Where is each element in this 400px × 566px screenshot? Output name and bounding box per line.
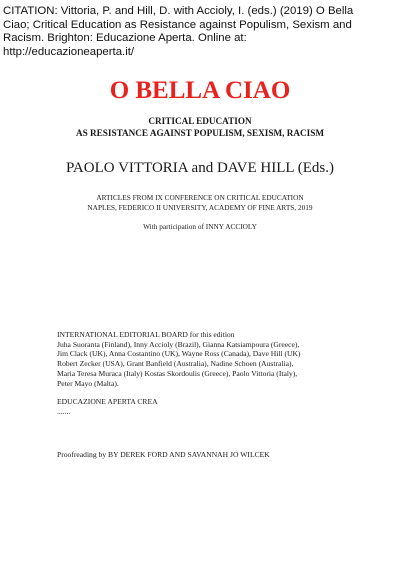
book-title: O BELLA CIAO: [109, 77, 291, 104]
editors: PAOLO VITTORIA and DAVE HILL (Eds.): [65, 160, 335, 176]
editorial-board-line: Robert Zecker (USA), Grant Banfield (Australia), Nadine Schoen (Australia),: [57, 359, 294, 369]
proofreading-credit: Proofreading by BY DEREK FORD AND SAVANNAH JO WILCEK: [57, 450, 270, 459]
editorial-board-heading: INTERNATIONAL EDITORIAL BOARD for this edition: [57, 330, 235, 339]
publisher-name: EDUCAZIONE APERTA CREA: [57, 397, 158, 406]
citation-line: Ciao; Critical Education as Resistance against Populism, Sexism and: [3, 18, 352, 31]
editorial-board-line: Maria Teresa Muraca (Italy) Kostas Skordoulis (Greece), Paolo Vittoria (Italy),: [57, 368, 298, 378]
editorial-board-line: Juha Suoranta (Finland), Inny Accioly (Brazil), Gianna Katsiampoura (Greece),: [57, 339, 300, 349]
citation-line: Racism. Brighton: Educazione Aperta. Online at:: [3, 32, 247, 45]
citation-line: CITATION: Vittoria, P. and Hill, D. with Accioly, I. (eds.) (2019) O Bella: [3, 5, 354, 17]
editorial-board-line: Peter Mayo (Malta).: [57, 378, 119, 388]
conference-line: ARTICLES FROM IX CONFERENCE ON CRITICAL EDUCATION: [96, 193, 304, 202]
publisher-dots: .......: [57, 406, 71, 416]
editorial-board-line: Jim Clack (UK), Anna Costantino (UK), Wayne Ross (Canada), Dave Hill (UK): [57, 349, 301, 359]
publisher-block: [57, 397, 357, 416]
conference-line: NAPLES, FEDERICO II UNIVERSITY, ACADEMY OF FINE ARTS, 2019: [87, 203, 313, 212]
participation-note: With participation of INNY ACCIOLY: [143, 222, 257, 231]
conference-info: [0, 193, 400, 213]
subtitle-line: CRITICAL EDUCATION: [148, 116, 252, 126]
subtitle-line: AS RESISTANCE AGAINST POPULISM, SEXISM, RACISM: [75, 127, 325, 138]
citation-block: [3, 5, 395, 59]
book-subtitle: [0, 116, 400, 139]
citation-url[interactable]: http://educazioneaperta.it/: [3, 45, 135, 58]
editorial-board: [57, 330, 357, 388]
